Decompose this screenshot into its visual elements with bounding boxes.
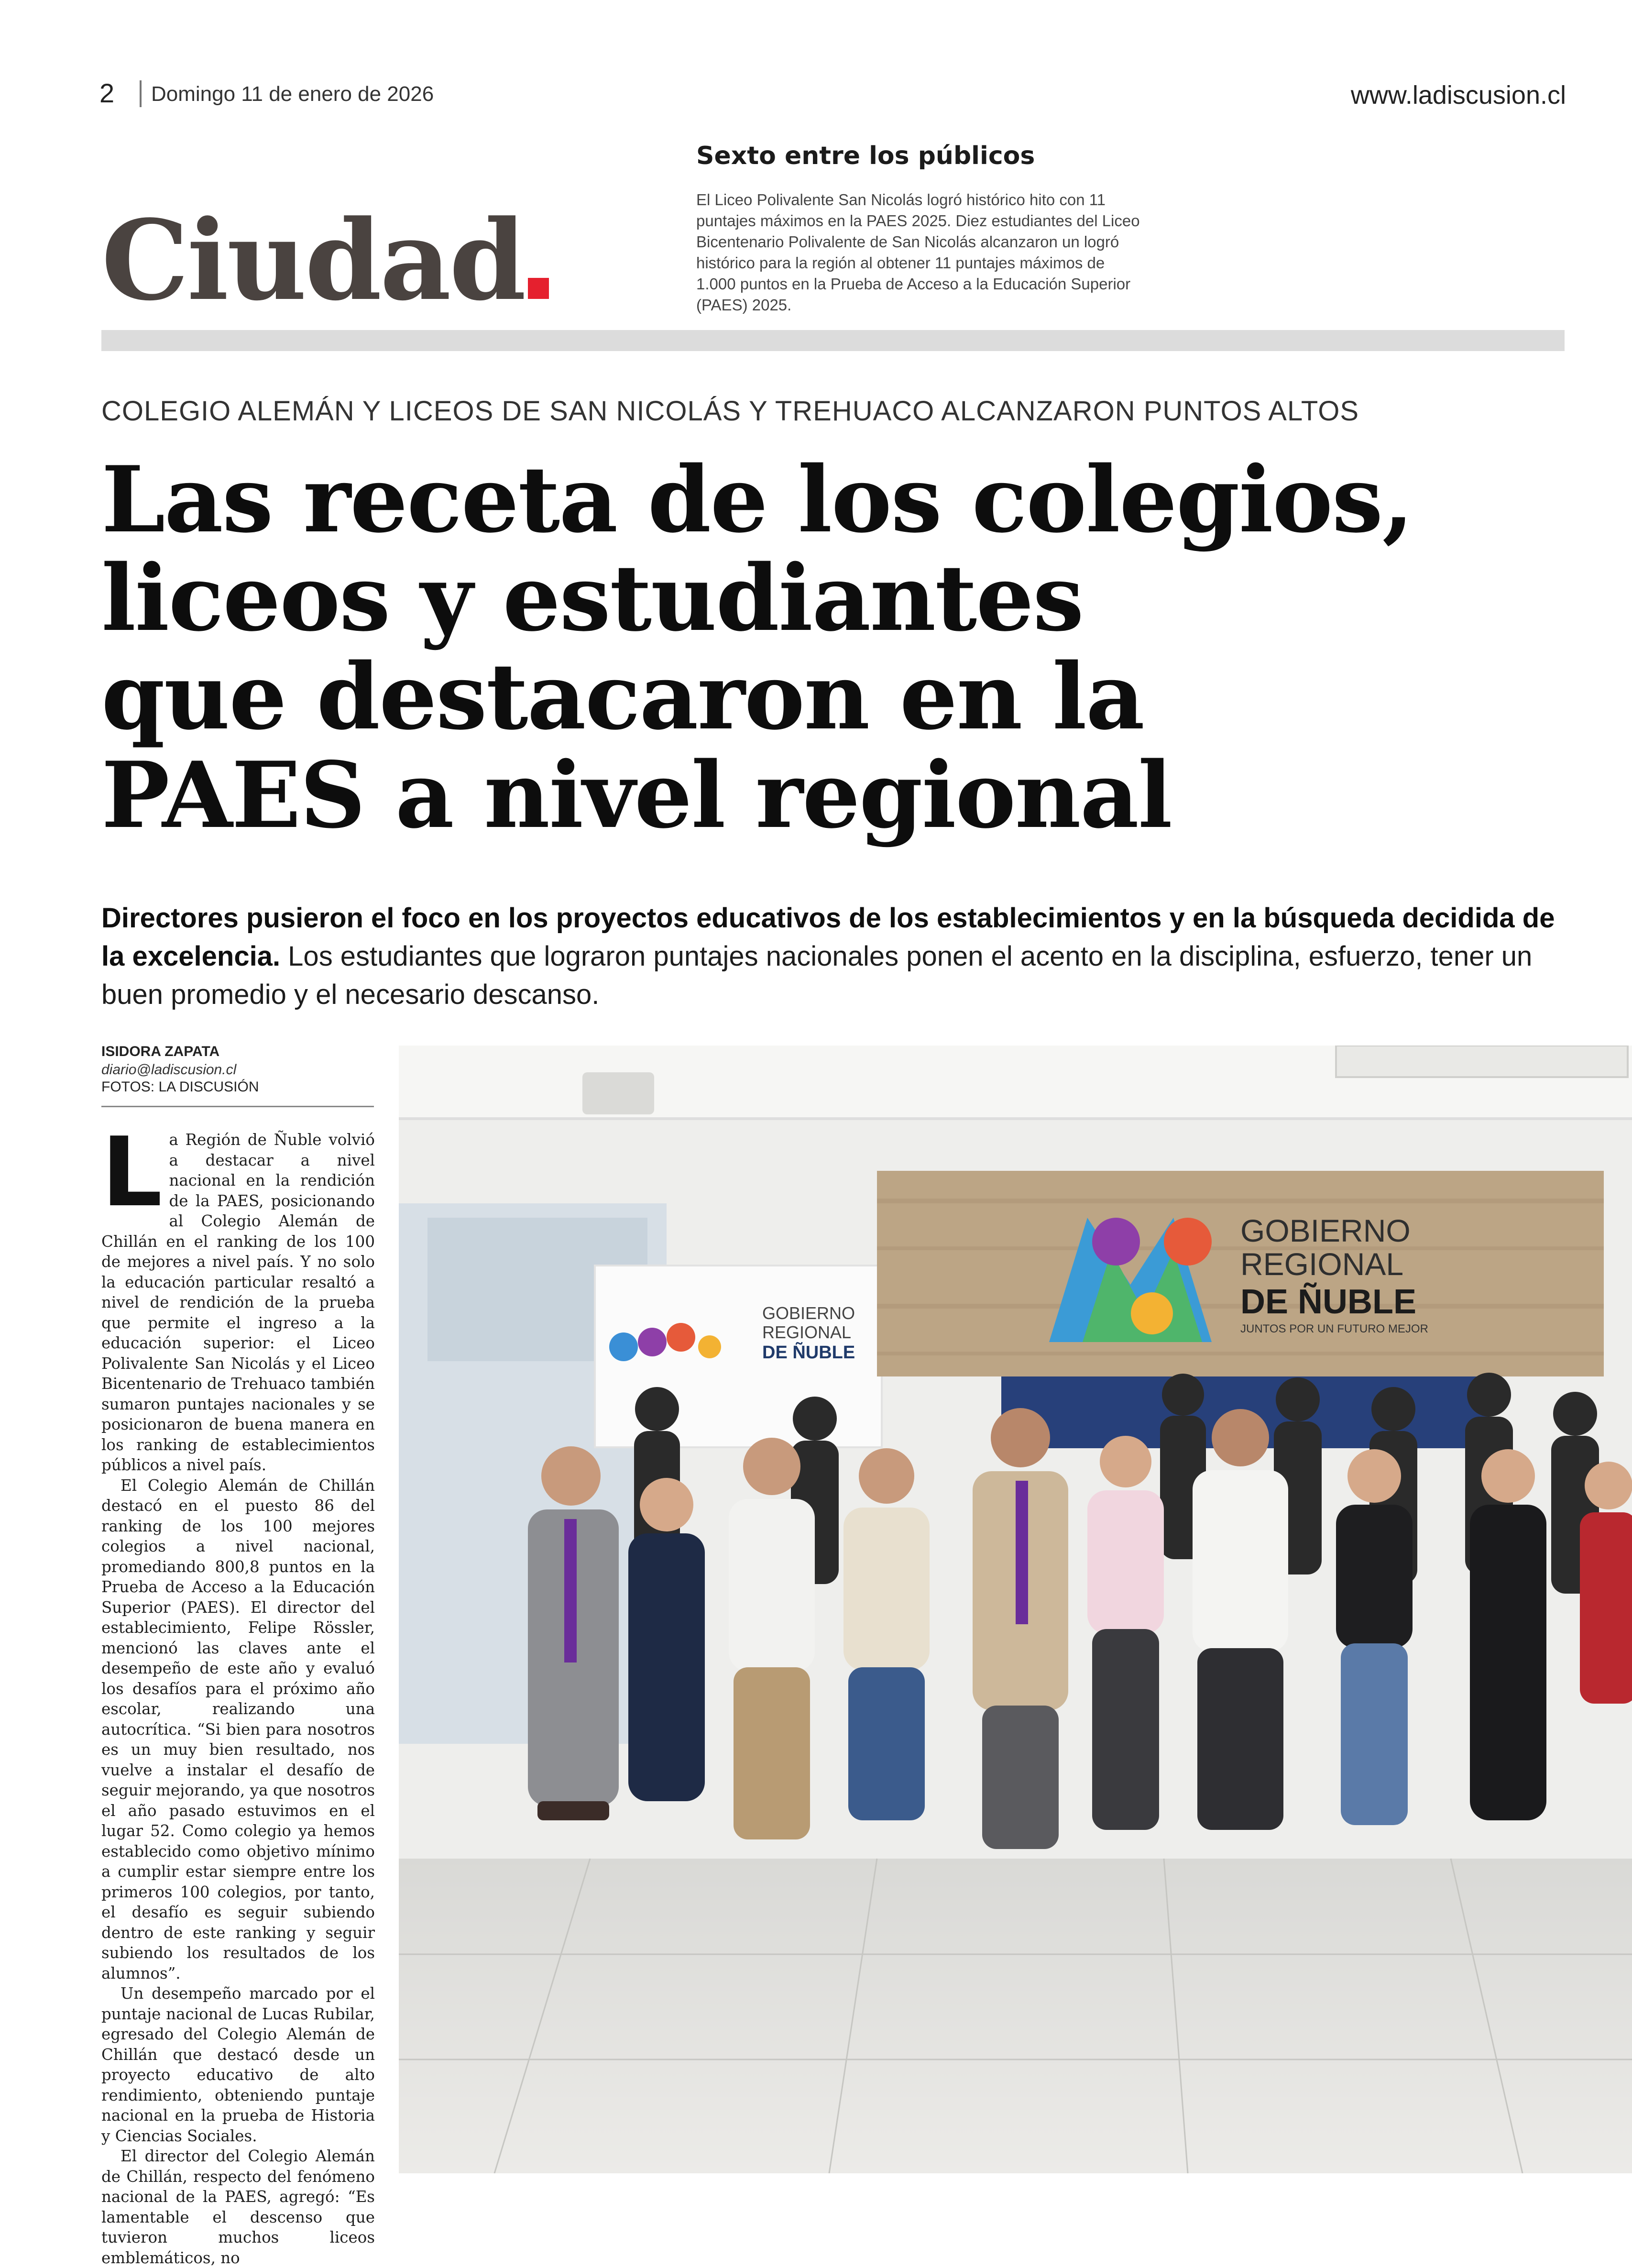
drop-cap: L <box>101 1117 163 1228</box>
headline-line: PAES a nivel regional <box>101 742 1172 848</box>
body-paragraph: El director del Colegio Alemán de Chillán, respecto del fenómeno nacional de la PAES, agregó: “Es lamentable el descenso que tuvieron muchos liceos emblemáticos, no <box>101 2147 375 2267</box>
air-conditioner <box>1336 1046 1628 1077</box>
group-photo-illustration <box>399 1046 1632 2173</box>
body-paragraph: Un desempeño marcado por el puntaje nacional de Lucas Rubilar, egresado del Colegio Alemán de Chillán que destacó desde un proyecto educativo de alto rendimiento, obteniendo puntaje nacional en la prueba de Historia y Ciencias Sociales. <box>101 1984 375 2145</box>
teaser-title: Sexto entre los públicos <box>696 142 1035 170</box>
header-separator <box>140 80 142 107</box>
website-url[interactable]: www.ladiscusion.cl <box>1350 81 1566 110</box>
deck-lead: Directores pusieron el foco en los proyectos educativos de los establecimientos y en la búsqueda decidida de la excelencia. <box>101 903 1555 972</box>
byline-photo-credit: FOTOS: LA DISCUSIÓN <box>101 1079 259 1095</box>
banner-text: REGIONAL <box>762 1322 852 1342</box>
teaser-body: El Liceo Polivalente San Nicolás logró histórico hito con 11 puntajes máximos en la PAES 2025. Diez estudiantes del Liceo Bicentenario Polivalente de San Nicolás alcanzaron un logró histórico para la región al obtener 11 puntajes máximos de 1.000 puntos en la Prueba de Acceso a la Educación Superior (PAES) 2025. <box>696 191 1140 314</box>
article-photo <box>399 1046 1632 2173</box>
section-red-dot <box>528 278 549 299</box>
byline-author: ISIDORA ZAPATA <box>101 1044 220 1059</box>
headline-line: Las receta de los colegios, <box>101 446 1413 553</box>
section-divider-bar <box>101 330 1565 351</box>
section-title-text: Ciudad <box>101 196 525 325</box>
article-body <box>101 1117 375 2268</box>
ceiling-line <box>399 1117 1632 1120</box>
headline-line: liceos y estudiantes <box>101 545 1083 651</box>
banner-text: GOBIERNO <box>762 1303 855 1323</box>
page-number: 2 <box>99 78 115 108</box>
body-paragraph <box>101 1117 375 1475</box>
speaker-icon <box>582 1072 654 1114</box>
byline-rule <box>101 1106 374 1107</box>
sign-tagline: JUNTOS POR UN FUTURO MEJOR <box>1240 1322 1428 1335</box>
article-headline <box>101 446 1536 848</box>
article-kicker: COLEGIO ALEMÁN Y LICEOS DE SAN NICOLÁS Y TREHUACO ALCANZARON PUNTOS ALTOS <box>101 396 1359 427</box>
sign-text: DE ÑUBLE <box>1240 1283 1417 1321</box>
sign-text: REGIONAL <box>1240 1246 1404 1282</box>
banner-text: DE ÑUBLE <box>762 1343 855 1363</box>
body-paragraph: El Colegio Alemán de Chillán destacó en el puesto 86 del ranking de los 100 mejores colegios a nivel nacional, promediando 800,8 puntos en la Prueba de Acceso a la Educación Superior (PAES). El director del establecimiento, Felipe Rössler, mencionó las claves ante el desempeño de este año y evaluó los desafíos para el próximo año escolar, realizando una autocrítica. “Si bien para nosotros es un muy bien resultado, nos vuelve a instalar el desafío de seguir mejorando, ya que nosotros el año pasado estuvimos en el lugar 52. Como colegio ya hemos establecido como objetivo mínimo a cumplir estar siempre entre los primeros 100 colegios, por tanto, el desafío es seguir subiendo dentro de este ranking y seguir subiendo los resultados de los alumnos”. <box>101 1476 375 1982</box>
article-deck <box>101 899 1565 1014</box>
section-title <box>101 196 549 325</box>
issue-date: Domingo 11 de enero de 2026 <box>151 82 434 106</box>
byline-email[interactable]: diario@ladiscusion.cl <box>101 1062 237 1078</box>
sign-text: GOBIERNO <box>1240 1213 1411 1248</box>
deck-rest: Los estudiantes que lograron puntajes nacionales ponen el acento en la disciplina, esfuerzo, tener un buen promedio y el necesario descanso. <box>101 941 1533 1010</box>
headline-line: que destacaron en la <box>101 643 1144 750</box>
floor <box>399 1859 1632 2173</box>
body-paragraph-text: a Región de Ñuble volvió a destacar a nivel nacional en la rendición de la PAES, posicionando al Colegio Alemán de Chillán en el ranking de los 100 de mejores a nivel país. Y no solo la educación particular resaltó a nivel de rendición de la prueba que permite el ingreso a la educación superior: el Liceo Polivalente San Nicolás y el Liceo Bicentenario de Trehuaco también sumaron puntajes nacionales y se posicionaron de buena manera en los ranking de establecimientos públicos a nivel país. <box>101 1131 375 1474</box>
